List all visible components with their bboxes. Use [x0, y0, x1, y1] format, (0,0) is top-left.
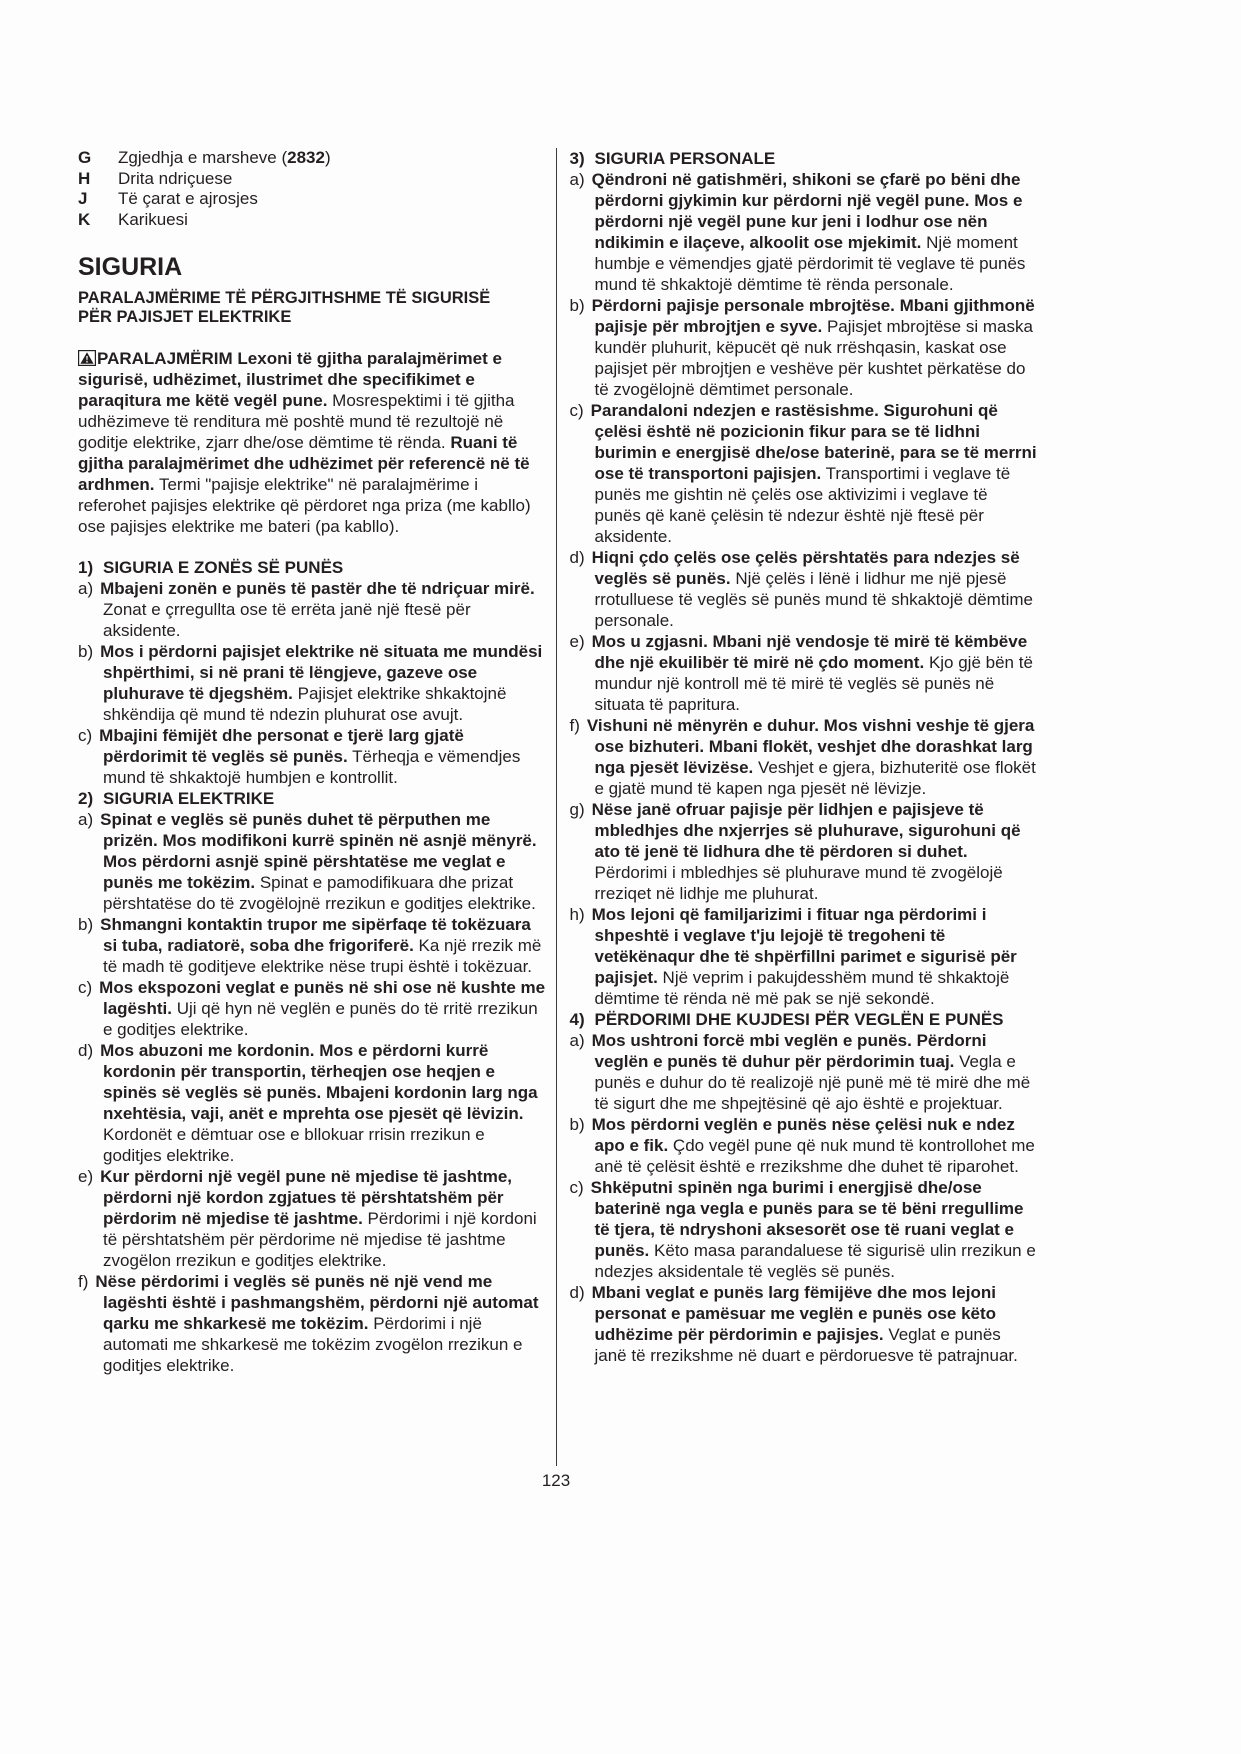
item-explanation: Zonat e çrregullta ose të errëta janë një ftesë për aksidente.: [103, 600, 471, 640]
part-name: Karikuesi: [118, 209, 188, 229]
left-sections: [78, 557, 546, 1376]
item-label: d): [569, 1283, 585, 1302]
part-model-number: 2832: [287, 148, 325, 167]
list-item: [570, 1282, 1038, 1366]
right-column: [556, 148, 1038, 1466]
part-name-end: ): [324, 148, 331, 167]
list-item: [78, 809, 546, 914]
item-explanation: Përdorimi i mbledhjes së pluhurave mund të zvogëlojë rreziqet në lidhje me pluhurat.: [594, 863, 1003, 903]
part-key: K: [78, 209, 91, 229]
item-instruction: Hiqni çdo çelës ose çelës përshtatës para ndezjes së veglës së punës.: [591, 548, 1020, 588]
part-row: [78, 148, 546, 169]
item-instruction: Nëse përdorimi i veglës së punës në një vend me lagështi është i pashmangshëm, përdorni një automat qarku me shkarkesë me tokëzim.: [95, 1272, 539, 1333]
list-item: [570, 400, 1038, 547]
part-name: Të çarat e ajrosjes: [118, 189, 258, 208]
part-row: [78, 210, 546, 231]
section-title: SIGURIA ELEKTRIKE: [103, 789, 275, 808]
section-number: 4): [569, 1010, 585, 1029]
item-label: d): [78, 1041, 94, 1060]
list-item: [570, 1177, 1038, 1282]
item-label: a): [569, 1031, 585, 1050]
item-instruction: Përdorni pajisje personale mbrojtëse. Mbani gjithmonë pajisje për mbrojtjen e syve.: [591, 296, 1035, 336]
list-item: [570, 547, 1038, 631]
item-explanation: Spinat e pamodifikuara dhe prizat përshtatëse do të zvogëlojnë rrezikun e goditjes elektrike.: [103, 873, 536, 913]
item-explanation: Çdo vegël pune që nuk mund të kontrollohet me anë të çelësit është e rrezikshme dhe duhet të riparohet.: [594, 1136, 1035, 1176]
list-item: [78, 1040, 546, 1166]
list-item: [78, 725, 546, 788]
page-number: 123: [541, 1471, 571, 1490]
list-item: [570, 904, 1038, 1009]
item-explanation: Uji që hyn në veglën e punës do të rritë rrezikun e goditjes elektrike.: [103, 999, 538, 1039]
safety-section: [570, 1009, 1038, 1366]
section-number: 2): [78, 789, 94, 808]
item-instruction: Mos ekspozoni veglat e punës në shi ose në kushte me lagështi.: [99, 978, 546, 1018]
item-label: a): [569, 170, 585, 189]
part-name: Drita ndriçuese: [118, 168, 233, 188]
list-item: [570, 1030, 1038, 1114]
item-label: c): [569, 401, 584, 420]
item-label: g): [569, 800, 585, 819]
item-label: h): [569, 905, 585, 924]
item-instruction: Vishuni në mënyrën e duhur. Mos vishni veshje të gjera ose bizhuteri. Mbani flokët, veshjet dhe dorashkat larg nga pjesët lëvizëse.: [586, 716, 1035, 777]
item-explanation: Këto masa parandaluese të sigurisë ulin rrezikun e ndezjes aksidentale të veglës së punës.: [594, 1241, 1036, 1281]
item-instruction: Mos përdorni veglën e punës nëse çelësi nuk e ndez apo e fik.: [591, 1115, 1015, 1155]
item-label: f): [569, 716, 580, 735]
item-explanation: Ka një rrezik më të madh të goditjeve elektrike nëse trupi është i tokëzuar.: [103, 936, 542, 976]
general-warnings-heading-line: PËR PAJISJET ELEKTRIKE: [78, 308, 292, 326]
right-sections: [570, 148, 1038, 1366]
list-item: [570, 295, 1038, 400]
section-heading: [78, 788, 546, 809]
warning-bold-text: Ruani të gjitha paralajmërimet dhe udhëzimet për referencë në të ardhmen.: [78, 433, 530, 494]
section-number: 1): [78, 558, 94, 577]
item-instruction: Mbajeni zonën e punës të pastër dhe të ndriçuar mirë.: [100, 579, 535, 598]
item-instruction: Parandaloni ndezjen e rastësishme. Sigurohuni që çelësi është në pozicionin fikur para se të lidhni burimin e energjisë dhe/ose baterinë, para se të merrni ose të transportoni pajisjen.: [590, 401, 1037, 483]
general-warnings-heading-line: PARALAJMËRIME TË PËRGJITHSHME TË SIGURISË: [78, 289, 491, 307]
safety-section: [78, 788, 546, 1376]
item-label: a): [78, 810, 94, 829]
item-explanation: Përdorimi i një automati me shkarkesë me tokëzim zvogëlon rrezikun e goditjes elektrike.: [103, 1314, 523, 1375]
item-label: e): [569, 632, 585, 651]
item-explanation: Përdorimi i një kordoni të përshtatshëm për përdorime në mjedise të jashtme zvogëlon rrezikun e goditjes elektrike.: [103, 1209, 537, 1270]
section-title: PËRDORIMI DHE KUJDESI PËR VEGLËN E PUNËS: [594, 1010, 1004, 1029]
list-item: [570, 631, 1038, 715]
item-explanation: Veglat e punës janë të rrezikshme në duart e përdoruesve të patrajnuar.: [594, 1325, 1018, 1365]
item-instruction: Mos u zgjasni. Mbani një vendosje të mirë të këmbëve dhe një ekuilibër të mirë në çdo moment.: [591, 632, 1028, 672]
list-item: [78, 641, 546, 725]
item-explanation: Një moment humbje e vëmendjes gjatë përdorimit të veglave të punës mund të shkaktojë dëmtime të rënda personale.: [594, 233, 1026, 294]
item-explanation: Transportimi i veglave të punës me gishtin në çelës ose aktivizimi i veglave të punës që kanë çelësin të ndezur është një ftesë për aksidente.: [594, 464, 1011, 546]
item-instruction: Mos abuzoni me kordonin. Mos e përdorni kurrë kordonin për transportin, tërheqjen ose heqjen e spinës së veglës së punës. Mbajeni kordonin larg nga nxehtësia, vaji, anët e mprehta ose pjesët që lëvizin.: [100, 1041, 538, 1123]
list-item: [78, 914, 546, 977]
warning-label: PARALAJMËRIM: [97, 349, 233, 368]
item-explanation: Një çelës i lënë i lidhur me një pjesë rrotulluese të veglës së punës mund të shkaktojë dëmtime personale.: [594, 569, 1033, 630]
item-instruction: Mbani veglat e punës larg fëmijëve dhe mos lejoni personat e pamësuar me veglën e punës ose këto udhëzime për përdorimin e pajisjes.: [591, 1283, 997, 1344]
part-text: [118, 148, 331, 167]
warning-paragraph: [78, 348, 546, 537]
warning-text: Termi "pajisje elektrike" në paralajmërime i referohet pajisjes elektrike që përdoret nga priza (me kabllo) ose pajisjes elektrike me bateri (pa kabllo).: [78, 475, 531, 536]
manual-page: [78, 148, 1038, 1491]
item-explanation: Pajisjet elektrike shkaktojnë shkëndija që mund të ndezin pluhurat ose avujt.: [103, 684, 507, 724]
safety-title: SIGURIA: [78, 253, 183, 281]
two-column-layout: [78, 148, 1038, 1466]
left-column: [78, 148, 556, 1466]
list-item: [78, 977, 546, 1040]
part-key: H: [78, 168, 91, 188]
item-label: f): [78, 1272, 89, 1291]
item-instruction: Mos ushtroni forcë mbi veglën e punës. Përdorni veglën e punës të duhur për përdorimin tuaj.: [591, 1031, 987, 1071]
section-heading: [570, 148, 1038, 169]
part-text: [118, 210, 188, 229]
item-label: b): [569, 296, 585, 315]
item-instruction: Spinat e veglës së punës duhet të përputhen me prizën. Mos modifikoni kurrë spinën në asnjë mënyrë. Mos përdorni asnjë spinë përshtatëse me veglat e punës me tokëzim.: [100, 810, 537, 892]
warning-triangle-icon: [78, 350, 96, 366]
item-instruction: Shkëputni spinën nga burimi i energjisë dhe/ose baterinë nga vegla e punës para se të bëni rregullime të tjera, të ndryshoni aksesorët ose të ruani veglat e punës.: [590, 1178, 1024, 1260]
item-explanation: Veshjet e gjera, bizhuteritë ose flokët e gjatë mund të kapen nga pjesët në lëvizje.: [594, 758, 1036, 798]
general-warnings-heading: [78, 289, 546, 327]
safety-section: [570, 148, 1038, 1009]
parts-list: [78, 148, 546, 230]
section-number: 3): [569, 149, 585, 168]
item-label: c): [569, 1178, 584, 1197]
item-label: e): [78, 1167, 94, 1186]
list-item: [570, 715, 1038, 799]
warning-bold-text: Lexoni të gjitha paralajmërimet e sigurisë, udhëzimet, ilustrimet dhe specifikimet e paraqitura me këtë vegël pune.: [78, 349, 502, 410]
item-explanation: Kordonët e dëmtuar ose e bllokuar rrisin rrezikun e goditjes elektrike.: [103, 1125, 485, 1165]
part-key: G: [78, 148, 92, 167]
item-explanation: Një veprim i pakujdesshëm mund të shkaktojë dëmtime të rënda në më pak se një sekondë.: [594, 968, 1010, 1008]
part-row: [78, 169, 546, 190]
safety-section: [78, 557, 546, 788]
item-instruction: Mos i përdorni pajisjet elektrike në situata me mundësi shpërthimi, si në prani të lëngjeve, gazeve ose pluhurave të djegshëm.: [100, 642, 543, 703]
part-row: [78, 189, 546, 210]
warning-text: Mosrespektimi i të gjitha udhëzimeve të renditura më poshtë mund të rezultojë në goditje elektrike, zjarr dhe/ose dëmtime të rënda.: [78, 391, 515, 452]
section-title: SIGURIA PERSONALE: [594, 149, 776, 168]
list-item: [78, 1271, 546, 1376]
part-text: [118, 189, 258, 208]
item-explanation: Vegla e punës e duhur do të realizojë një punë më të mirë dhe më të sigurt dhe me shpejtësinë që ajo është e projektuar.: [594, 1052, 1031, 1113]
item-instruction: Nëse janë ofruar pajisje për lidhjen e pajisjeve të mbledhjes dhe nxjerrjes së pluhurave, sigurohuni që ato të jenë të lidhura dhe të përdoren si duhet.: [591, 800, 1021, 861]
item-explanation: Pajisjet mbrojtëse si maska kundër pluhurit, këpucët që nuk rrëshqasin, kaskat ose pajisjet për mbrojtjen e veshëve për kushtet përkatëse do të zvogëlojnë dëmtimet personale.: [594, 317, 1033, 399]
item-instruction: Shmangni kontaktin trupor me sipërfaqe të tokëzuara si tuba, radiatorë, soba dhe frigoriferë.: [100, 915, 531, 955]
item-label: b): [569, 1115, 585, 1134]
section-heading: [78, 557, 546, 578]
item-explanation: Kjo gjë bën të mundur një kontroll më të mirë të veglës së punës në situata të papritura.: [594, 653, 1033, 714]
part-key: J: [78, 189, 88, 208]
list-item: [78, 578, 546, 641]
part-name: Zgjedhja e marsheve (: [118, 148, 288, 167]
item-instruction: Mos lejoni që familjarizimi i fituar nga përdorimi i shpeshtë i veglave t'ju lejojë të tregoheni të vetëkënaqur dhe të shpërfillni parimet e sigurisë për pajisjet.: [591, 905, 1017, 987]
section-title: SIGURIA E ZONËS SË PUNËS: [103, 558, 344, 577]
section-heading: [570, 1009, 1038, 1030]
item-label: c): [78, 978, 93, 997]
item-instruction: Mbajini fëmijët dhe personat e tjerë larg gjatë përdorimit të veglës së punës.: [99, 726, 464, 766]
item-label: a): [78, 579, 94, 598]
item-instruction: Kur përdorni një vegël pune në mjedise të jashtme, përdorni një kordon zgjatues të përshtatshëm për përdorim në mjedise të jashtme.: [100, 1167, 513, 1228]
list-item: [570, 1114, 1038, 1177]
item-label: b): [78, 642, 94, 661]
item-explanation: Tërheqja e vëmendjes mund të shkaktojë humbjen e kontrollit.: [103, 747, 521, 787]
part-text: [118, 169, 232, 188]
item-label: c): [78, 726, 93, 745]
list-item: [570, 799, 1038, 904]
item-label: b): [78, 915, 94, 934]
list-item: [78, 1166, 546, 1271]
list-item: [570, 169, 1038, 295]
item-instruction: Qëndroni në gatishmëri, shikoni se çfarë po bëni dhe përdorni gjykimin kur përdorni një vegël pune. Mos e përdorni një vegël pune kur jeni i lodhur ose nën ndikimin e ilaçeve, alkoolit ose mjekimit.: [591, 170, 1023, 252]
item-label: d): [569, 548, 585, 567]
